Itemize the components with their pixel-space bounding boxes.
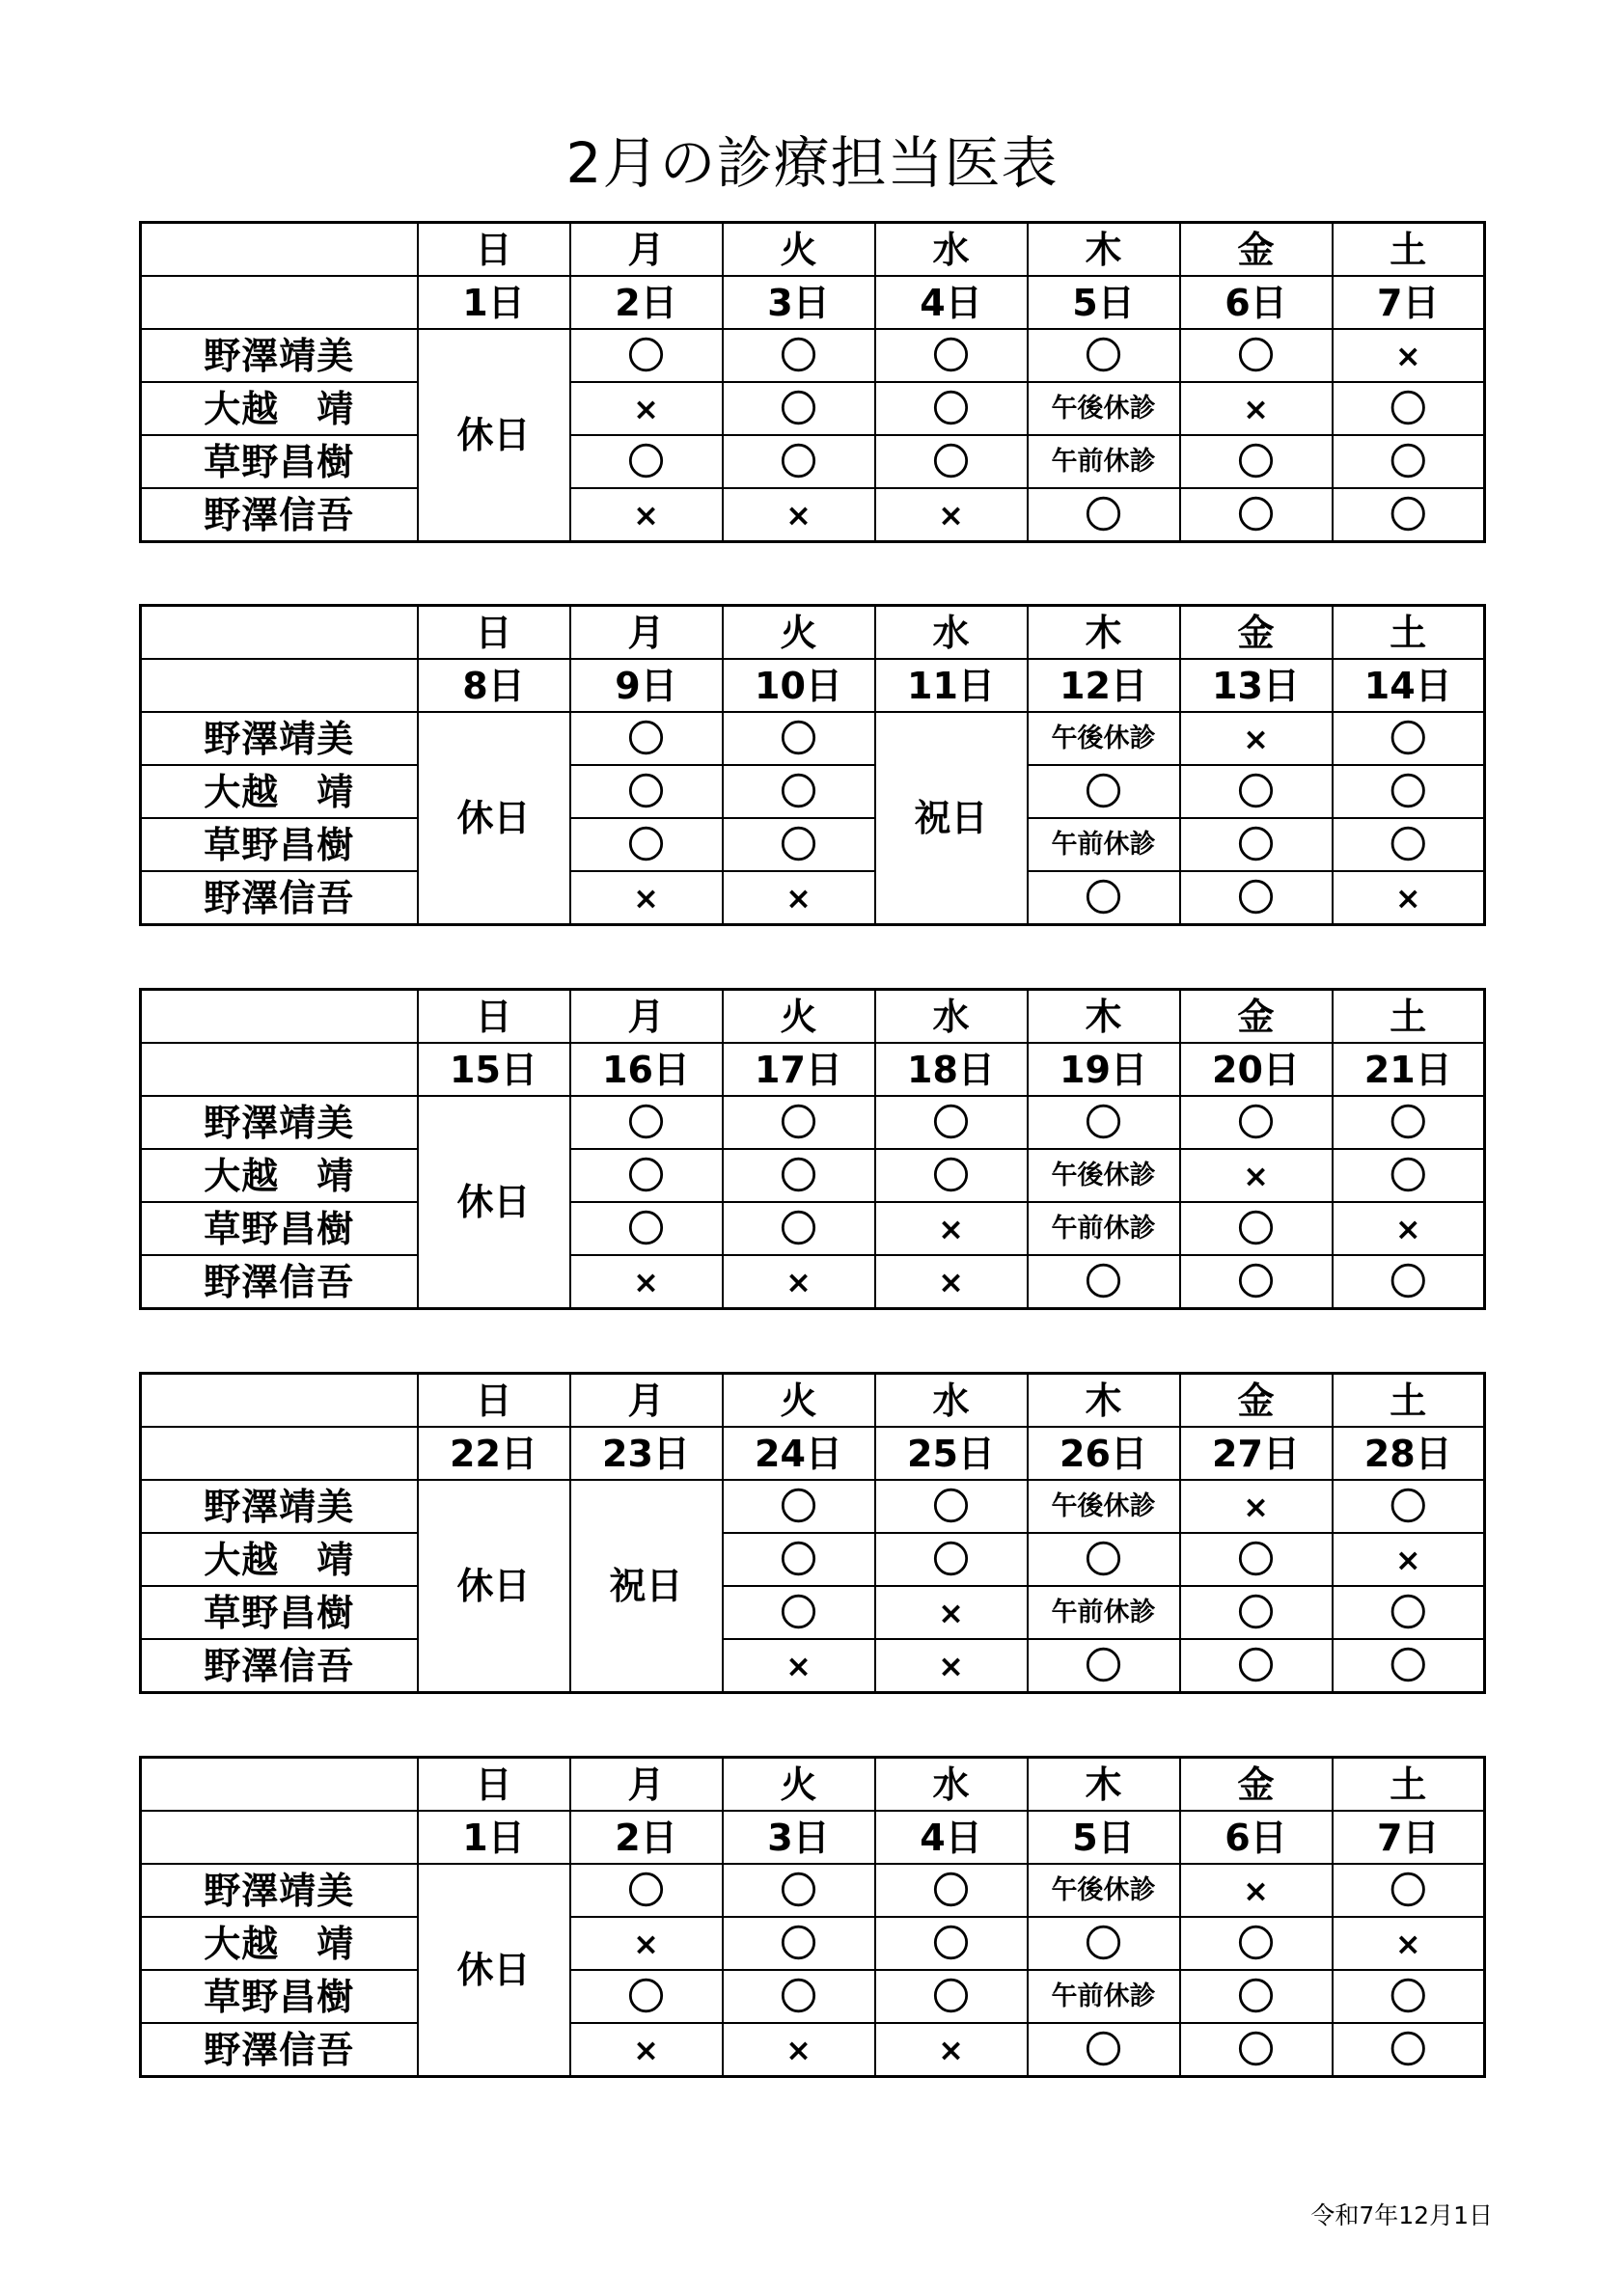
date-header: 22日 (418, 1427, 570, 1480)
schedule-cell: × (570, 488, 723, 542)
schedule-cell: 〇 (723, 1970, 875, 2023)
schedule-cell: 〇 (1333, 382, 1485, 435)
schedule-cell: 午後休診 (1028, 382, 1180, 435)
weekday-header: 月 (570, 1374, 723, 1428)
weekday-header: 土 (1333, 606, 1485, 660)
weekday-header: 木 (1028, 1758, 1180, 1812)
schedule-cell: 午前休診 (1028, 435, 1180, 488)
table-row (141, 382, 1485, 435)
schedule-cell: × (875, 2023, 1028, 2077)
date-header: 6日 (1180, 276, 1333, 329)
schedule-cell: × (570, 1255, 723, 1309)
schedule-cell: × (875, 488, 1028, 542)
table-row (141, 871, 1485, 925)
weekday-header-row (141, 1758, 1485, 1812)
date-header: 24日 (723, 1427, 875, 1480)
table-row (141, 1639, 1485, 1693)
schedule-table-week-1 (139, 221, 1486, 543)
schedule-cell: × (570, 382, 723, 435)
schedule-cell: 午後休診 (1028, 712, 1180, 765)
schedule-table-week-2 (139, 604, 1486, 926)
table-row (141, 1480, 1485, 1533)
doctor-name: 大越 靖 (141, 382, 418, 435)
schedule-cell: 〇 (1333, 2023, 1485, 2077)
table-row (141, 1255, 1485, 1309)
weekday-header: 土 (1333, 1758, 1485, 1812)
weekday-header: 火 (723, 1758, 875, 1812)
table-row (141, 1864, 1485, 1917)
schedule-cell: × (570, 2023, 723, 2077)
table-row (141, 329, 1485, 382)
corner-cell (141, 276, 418, 329)
schedule-cell: 〇 (723, 1917, 875, 1970)
date-header: 5日 (1028, 1811, 1180, 1864)
schedule-cell: × (875, 1586, 1028, 1639)
schedule-cell: 〇 (1333, 1149, 1485, 1202)
doctor-name: 野澤靖美 (141, 329, 418, 382)
schedule-cell: 〇 (723, 382, 875, 435)
date-header: 6日 (1180, 1811, 1333, 1864)
schedule-cell: 〇 (875, 1096, 1028, 1149)
weekday-header: 水 (875, 606, 1028, 660)
weekday-header: 月 (570, 606, 723, 660)
weekday-header-row (141, 606, 1485, 660)
schedule-cell: 〇 (1180, 871, 1333, 925)
schedule-cell: 午後休診 (1028, 1480, 1180, 1533)
schedule-cell: 〇 (723, 1480, 875, 1533)
date-header: 4日 (875, 276, 1028, 329)
weekday-header: 月 (570, 223, 723, 277)
weekday-header: 日 (418, 223, 570, 277)
weekday-header: 水 (875, 990, 1028, 1044)
schedule-cell: 〇 (875, 1480, 1028, 1533)
schedule-cell: 〇 (723, 1202, 875, 1255)
weekday-header: 金 (1180, 223, 1333, 277)
weekday-header: 日 (418, 606, 570, 660)
schedule-cell: 〇 (1028, 1255, 1180, 1309)
weekday-header-row (141, 1374, 1485, 1428)
date-header: 26日 (1028, 1427, 1180, 1480)
schedule-cell: × (570, 1917, 723, 1970)
weekday-header: 木 (1028, 606, 1180, 660)
schedule-cell: × (723, 1255, 875, 1309)
schedule-cell: 〇 (1333, 488, 1485, 542)
schedule-cell: 午後休診 (1028, 1149, 1180, 1202)
table-row (141, 818, 1485, 871)
schedule-cell: × (1333, 871, 1485, 925)
table-row (141, 488, 1485, 542)
schedule-cell: 〇 (1333, 765, 1485, 818)
schedule-cell: 〇 (875, 435, 1028, 488)
doctor-name: 大越 靖 (141, 1533, 418, 1586)
schedule-cell: 〇 (1333, 1586, 1485, 1639)
doctor-name: 野澤靖美 (141, 1096, 418, 1149)
date-header-row (141, 1427, 1485, 1480)
date-header: 17日 (723, 1043, 875, 1096)
weekday-header: 土 (1333, 990, 1485, 1044)
date-header-row (141, 276, 1485, 329)
doctor-name: 草野昌樹 (141, 818, 418, 871)
corner-cell (141, 1427, 418, 1480)
date-header: 23日 (570, 1427, 723, 1480)
schedule-cell: × (1333, 329, 1485, 382)
holiday-cell: 祝日 (875, 712, 1028, 925)
schedule-cell: 〇 (570, 1096, 723, 1149)
date-header: 2日 (570, 1811, 723, 1864)
corner-cell (141, 223, 418, 277)
schedule-cell: 〇 (1028, 2023, 1180, 2077)
schedule-cell: 〇 (570, 1864, 723, 1917)
weekday-header: 金 (1180, 990, 1333, 1044)
date-header: 7日 (1333, 1811, 1485, 1864)
schedule-cell: 〇 (570, 1202, 723, 1255)
doctor-name: 野澤信吾 (141, 871, 418, 925)
schedule-cell: 〇 (1180, 1202, 1333, 1255)
date-header: 19日 (1028, 1043, 1180, 1096)
date-header: 10日 (723, 659, 875, 712)
schedule-cell: 〇 (723, 435, 875, 488)
schedule-cell: 〇 (1333, 1480, 1485, 1533)
schedule-cell: 〇 (1180, 1917, 1333, 1970)
schedule-table-week-5 (139, 1756, 1486, 2078)
weekday-header: 金 (1180, 1374, 1333, 1428)
table-row (141, 1149, 1485, 1202)
corner-cell (141, 990, 418, 1044)
date-header: 1日 (418, 276, 570, 329)
schedule-cell: 〇 (570, 329, 723, 382)
schedule-cell: × (1180, 382, 1333, 435)
weekday-header: 水 (875, 1374, 1028, 1428)
table-row (141, 765, 1485, 818)
date-header: 5日 (1028, 276, 1180, 329)
schedule-cell: × (875, 1639, 1028, 1693)
date-header: 20日 (1180, 1043, 1333, 1096)
schedule-cell: 〇 (1028, 329, 1180, 382)
schedule-cell: 午後休診 (1028, 1864, 1180, 1917)
table-row (141, 1970, 1485, 2023)
doctor-name: 野澤靖美 (141, 1480, 418, 1533)
closed-day-cell: 休日 (418, 1864, 570, 2077)
schedule-cell: × (1180, 712, 1333, 765)
schedule-cell: 〇 (723, 1864, 875, 1917)
date-header: 2日 (570, 276, 723, 329)
doctor-name: 野澤靖美 (141, 1864, 418, 1917)
schedule-cell: 〇 (723, 818, 875, 871)
schedule-cell: 〇 (1028, 1096, 1180, 1149)
schedule-cell: × (570, 871, 723, 925)
schedule-cell: 〇 (1180, 329, 1333, 382)
date-header: 11日 (875, 659, 1028, 712)
holiday-cell: 祝日 (570, 1480, 723, 1693)
schedule-cell: 〇 (875, 1917, 1028, 1970)
weekday-header: 火 (723, 606, 875, 660)
schedule-cell: 〇 (875, 382, 1028, 435)
closed-day-cell: 休日 (418, 1480, 570, 1693)
schedule-cell: 〇 (1180, 818, 1333, 871)
schedule-cell: × (723, 488, 875, 542)
schedule-cell: 〇 (1333, 1255, 1485, 1309)
date-header: 15日 (418, 1043, 570, 1096)
schedule-cell: 〇 (1180, 488, 1333, 542)
schedule-cell: 〇 (723, 1586, 875, 1639)
doctor-name: 大越 靖 (141, 765, 418, 818)
date-header: 8日 (418, 659, 570, 712)
weekday-header-row (141, 990, 1485, 1044)
schedule-cell: 〇 (1028, 1639, 1180, 1693)
page-title: 2月の診療担当医表 (565, 130, 1059, 196)
weekday-header: 月 (570, 990, 723, 1044)
schedule-cell: 〇 (1180, 1586, 1333, 1639)
schedule-cell: 〇 (1028, 1917, 1180, 1970)
schedule-cell: × (875, 1255, 1028, 1309)
schedule-cell: 〇 (723, 1096, 875, 1149)
corner-cell (141, 659, 418, 712)
date-header: 12日 (1028, 659, 1180, 712)
schedule-cell: 〇 (1028, 1533, 1180, 1586)
weekday-header: 日 (418, 1374, 570, 1428)
corner-cell (141, 1811, 418, 1864)
schedule-cell: 〇 (1180, 435, 1333, 488)
schedule-cell: × (1180, 1149, 1333, 1202)
schedule-cell: × (1333, 1917, 1485, 1970)
table-row (141, 2023, 1485, 2077)
date-header-row (141, 1811, 1485, 1864)
schedule-cell: 〇 (1028, 488, 1180, 542)
date-header: 18日 (875, 1043, 1028, 1096)
weekday-header: 金 (1180, 1758, 1333, 1812)
date-header: 4日 (875, 1811, 1028, 1864)
weekday-header: 月 (570, 1758, 723, 1812)
weekday-header: 木 (1028, 990, 1180, 1044)
date-header: 7日 (1333, 276, 1485, 329)
schedule-cell: 〇 (723, 329, 875, 382)
table-row (141, 435, 1485, 488)
date-header: 16日 (570, 1043, 723, 1096)
schedule-cell: 〇 (875, 1533, 1028, 1586)
schedule-cell: 〇 (570, 818, 723, 871)
schedule-cell: 午前休診 (1028, 1202, 1180, 1255)
schedule-cell: 〇 (1333, 1864, 1485, 1917)
closed-day-cell: 休日 (418, 329, 570, 542)
schedule-cell: 〇 (875, 329, 1028, 382)
date-header: 14日 (1333, 659, 1485, 712)
updated-date: 令和7年12月1日 (1310, 2201, 1493, 2229)
date-header: 3日 (723, 1811, 875, 1864)
weekday-header: 土 (1333, 223, 1485, 277)
table-row (141, 1202, 1485, 1255)
weekday-header: 火 (723, 1374, 875, 1428)
table-row (141, 1917, 1485, 1970)
doctor-name: 野澤信吾 (141, 488, 418, 542)
doctor-name: 野澤信吾 (141, 1639, 418, 1693)
schedule-cell: × (723, 1639, 875, 1693)
weekday-header-row (141, 223, 1485, 277)
weekday-header: 水 (875, 223, 1028, 277)
weekday-header: 火 (723, 990, 875, 1044)
date-header: 9日 (570, 659, 723, 712)
schedule-cell: × (875, 1202, 1028, 1255)
weekday-header: 木 (1028, 223, 1180, 277)
schedule-cell: × (1180, 1480, 1333, 1533)
weekday-header: 金 (1180, 606, 1333, 660)
schedule-cell: × (723, 2023, 875, 2077)
schedule-cell: 〇 (1180, 2023, 1333, 2077)
weekday-header: 水 (875, 1758, 1028, 1812)
schedule-cell: 〇 (1180, 1639, 1333, 1693)
date-header: 1日 (418, 1811, 570, 1864)
schedule-cell: 〇 (1180, 1970, 1333, 2023)
date-header: 21日 (1333, 1043, 1485, 1096)
corner-cell (141, 1758, 418, 1812)
schedule-cell: 〇 (1180, 765, 1333, 818)
date-header-row (141, 659, 1485, 712)
table-row (141, 1533, 1485, 1586)
schedule-table-week-4 (139, 1372, 1486, 1694)
schedule-cell: 〇 (570, 1970, 723, 2023)
doctor-name: 野澤靖美 (141, 712, 418, 765)
schedule-cell: 〇 (1028, 871, 1180, 925)
schedule-cell: × (1333, 1533, 1485, 1586)
schedule-cell: 〇 (1333, 1970, 1485, 2023)
date-header: 28日 (1333, 1427, 1485, 1480)
schedule-cell: 〇 (723, 1533, 875, 1586)
doctor-name: 野澤信吾 (141, 1255, 418, 1309)
table-row (141, 1096, 1485, 1149)
weekday-header: 火 (723, 223, 875, 277)
weekday-header: 日 (418, 990, 570, 1044)
schedule-table-week-3 (139, 988, 1486, 1310)
table-row (141, 712, 1485, 765)
schedule-cell: 〇 (723, 765, 875, 818)
schedule-cell: 午前休診 (1028, 1586, 1180, 1639)
schedule-cell: 〇 (1333, 1639, 1485, 1693)
date-header: 25日 (875, 1427, 1028, 1480)
table-row (141, 1586, 1485, 1639)
weekday-header: 木 (1028, 1374, 1180, 1428)
schedule-cell: 〇 (570, 712, 723, 765)
date-header: 3日 (723, 276, 875, 329)
schedule-cell: 〇 (1333, 712, 1485, 765)
date-header-row (141, 1043, 1485, 1096)
schedule-cell: 〇 (1333, 1096, 1485, 1149)
schedule-cell: 午前休診 (1028, 1970, 1180, 2023)
schedule-cell: 〇 (1028, 765, 1180, 818)
schedule-cell: 〇 (570, 765, 723, 818)
date-header: 27日 (1180, 1427, 1333, 1480)
weekday-header: 日 (418, 1758, 570, 1812)
schedule-cell: × (1180, 1864, 1333, 1917)
schedule-cell: 〇 (570, 1149, 723, 1202)
schedule-cell: × (1333, 1202, 1485, 1255)
doctor-name: 草野昌樹 (141, 435, 418, 488)
doctor-name: 草野昌樹 (141, 1970, 418, 2023)
doctor-name: 野澤信吾 (141, 2023, 418, 2077)
schedule-cell: 〇 (1333, 818, 1485, 871)
doctor-name: 草野昌樹 (141, 1586, 418, 1639)
schedule-cell: × (723, 871, 875, 925)
schedule-cell: 〇 (1333, 435, 1485, 488)
schedule-cell: 〇 (1180, 1255, 1333, 1309)
weekday-header: 土 (1333, 1374, 1485, 1428)
schedule-cell: 〇 (1180, 1096, 1333, 1149)
schedule-cell: 〇 (875, 1970, 1028, 2023)
doctor-name: 大越 靖 (141, 1149, 418, 1202)
closed-day-cell: 休日 (418, 1096, 570, 1309)
schedule-cell: 〇 (875, 1864, 1028, 1917)
schedule-cell: 〇 (570, 435, 723, 488)
doctor-name: 草野昌樹 (141, 1202, 418, 1255)
schedule-cell: 〇 (723, 1149, 875, 1202)
schedule-cell: 〇 (875, 1149, 1028, 1202)
schedule-cell: 〇 (1180, 1533, 1333, 1586)
doctor-name: 大越 靖 (141, 1917, 418, 1970)
corner-cell (141, 1043, 418, 1096)
schedule-cell: 午前休診 (1028, 818, 1180, 871)
corner-cell (141, 606, 418, 660)
closed-day-cell: 休日 (418, 712, 570, 925)
corner-cell (141, 1374, 418, 1428)
schedule-cell: 〇 (723, 712, 875, 765)
date-header: 13日 (1180, 659, 1333, 712)
